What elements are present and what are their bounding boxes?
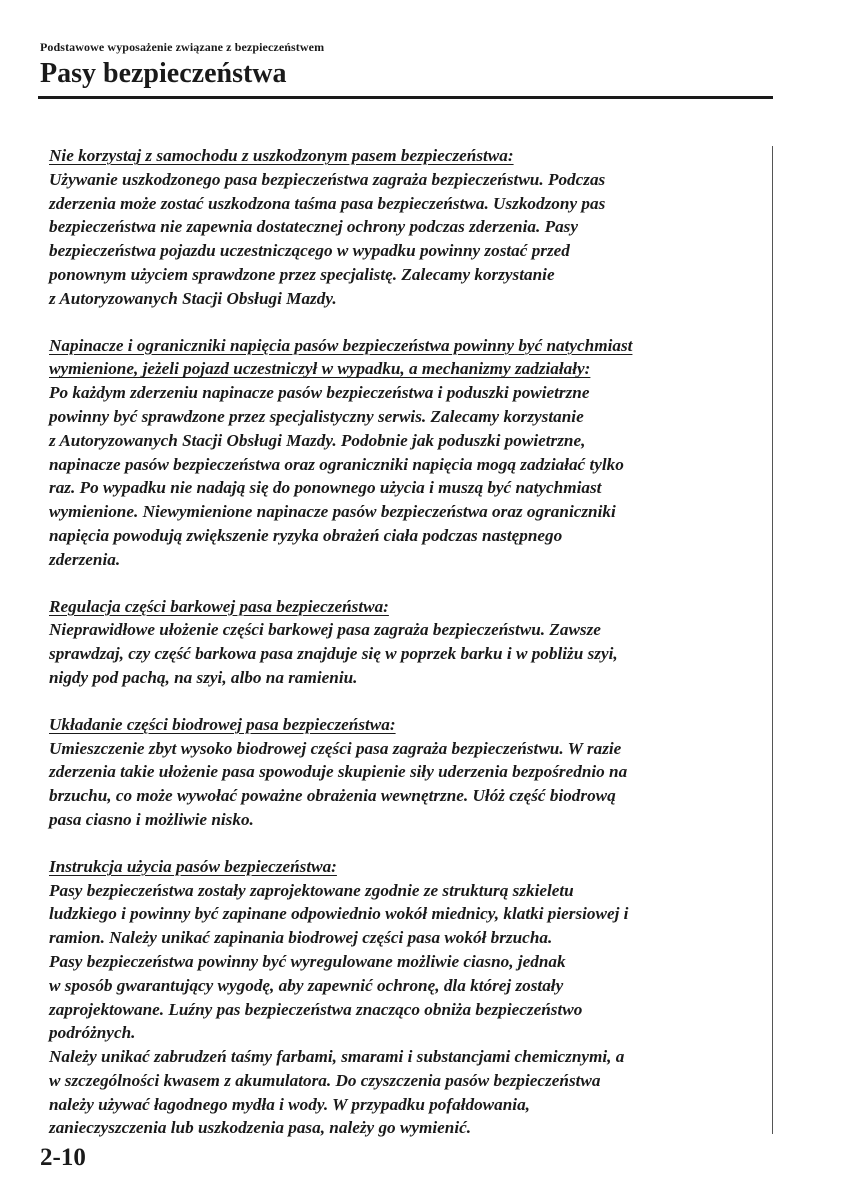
body-text-line: napinacze pasów bezpieczeństwa oraz ograniczniki napięcia mogą zadziałać tylko xyxy=(49,454,624,474)
body-text-line: z Autoryzowanych Stacji Obsługi Mazdy. Podobnie jak poduszki powietrzne, xyxy=(49,430,586,450)
body-text-line: zaprojektowane. Luźny pas bezpieczeństwa znacząco obniża bezpieczeństwo xyxy=(49,999,583,1019)
section-heading: Instrukcja użycia pasów bezpieczeństwa: xyxy=(49,856,337,876)
body-text-line: raz. Po wypadku nie nadają się do ponownego użycia i muszą być natychmiast xyxy=(49,478,602,498)
warning-section xyxy=(49,144,765,311)
body-text-line: napięcia powodują zwiększenie ryzyka obrażeń ciała podczas następnego xyxy=(49,525,563,545)
body-text-line: Używanie uszkodzonego pasa bezpieczeństwa zagraża bezpieczeństwu. Podczas xyxy=(49,169,606,189)
section-heading: Napinacze i ograniczniki napięcia pasów bezpieczeństwa powinny być natychmiast xyxy=(49,335,633,355)
body-text-line: wymienione. Niewymienione napinacze pasów bezpieczeństwa oraz ograniczniki xyxy=(49,502,616,522)
body-text-line: pasa ciasno i możliwie nisko. xyxy=(49,809,254,829)
header-divider xyxy=(38,96,773,99)
section-subtitle: Podstawowe wyposażenie związane z bezpieczeństwem xyxy=(40,40,325,54)
body-text-line: z Autoryzowanych Stacji Obsługi Mazdy. xyxy=(49,288,337,308)
warning-section xyxy=(49,713,765,832)
section-heading: Nie korzystaj z samochodu z uszkodzonym pasem bezpieczeństwa: xyxy=(49,146,514,165)
warning-section xyxy=(49,334,765,572)
body-text-line: ludzkiego i powinny być zapinane odpowiednio wokół miednicy, klatki piersiowej i xyxy=(49,904,629,924)
warning-box-border xyxy=(772,146,773,1134)
body-text-line: ramion. Należy unikać zapinania biodrowej części pasa wokół brzucha. xyxy=(49,928,553,948)
body-text-line: nigdy pod pachą, na szyi, albo na ramieniu. xyxy=(49,667,358,687)
body-text-line: Umieszczenie zbyt wysoko biodrowej części pasa zagraża bezpieczeństwu. W razie xyxy=(49,738,622,758)
body-text-line: Nieprawidłowe ułożenie części barkowej pasa zagraża bezpieczeństwu. Zawsze xyxy=(49,620,601,640)
body-text-line: bezpieczeństwa nie zapewnia dostatecznej ochrony podczas zderzenia. Pasy xyxy=(49,217,578,237)
body-text-line: Po każdym zderzeniu napinacze pasów bezpieczeństwa i poduszki powietrzne xyxy=(49,383,590,403)
warning-section xyxy=(49,595,765,690)
warning-section xyxy=(49,855,765,1141)
section-heading: Regulacja części barkowej pasa bezpieczeństwa: xyxy=(49,596,389,616)
section-heading: Układanie części biodrowej pasa bezpieczeństwa: xyxy=(49,714,396,734)
page-title: Pasy bezpieczeństwa xyxy=(40,58,287,89)
body-text-line: podróżnych. xyxy=(49,1023,136,1043)
body-text-line: powinny być sprawdzone przez specjalistyczny serwis. Zalecamy korzystanie xyxy=(49,406,584,426)
body-text-line: zderzenia może zostać uszkodzona taśma pasa bezpieczeństwa. Uszkodzony pas xyxy=(49,193,606,213)
body-text-line: w szczególności kwasem z akumulatora. Do czyszczenia pasów bezpieczeństwa xyxy=(49,1070,601,1090)
body-text-line: zderzenia takie ułożenie pasa spowoduje skupienie siły uderzenia bezpośrednio na xyxy=(49,762,628,782)
body-text-line: sprawdzaj, czy część barkowa pasa znajduje się w poprzek barku i w pobliżu szyi, xyxy=(49,644,618,664)
page-number: 2-10 xyxy=(40,1144,86,1171)
body-text-line: Pasy bezpieczeństwa powinny być wyregulowane możliwie ciasno, jednak xyxy=(49,951,566,971)
body-text-line: należy używać łagodnego mydła i wody. W przypadku pofałdowania, xyxy=(49,1094,530,1114)
body-text-line: zderzenia. xyxy=(49,549,121,569)
body-text-line: zanieczyszczenia lub uszkodzenia pasa, należy go wymienić. xyxy=(49,1118,472,1138)
body-text-line: Należy unikać zabrudzeń taśmy farbami, smarami i substancjami chemicznymi, a xyxy=(49,1047,625,1067)
body-text-line: bezpieczeństwa pojazdu uczestniczącego w wypadku powinny zostać przed xyxy=(49,241,570,261)
warning-content xyxy=(49,144,765,1163)
body-text-line: Pasy bezpieczeństwa zostały zaprojektowane zgodnie ze strukturą szkieletu xyxy=(49,880,574,900)
body-text-line: w sposób gwarantujący wygodę, aby zapewnić ochronę, dla której zostały xyxy=(49,975,564,995)
body-text-line: ponownym użyciem sprawdzone przez specjalistę. Zalecamy korzystanie xyxy=(49,264,555,284)
section-heading: wymienione, jeżeli pojazd uczestniczył w wypadku, a mechanizmy zadziałały: xyxy=(49,359,591,379)
body-text-line: brzuchu, co może wywołać poważne obrażenia wewnętrzne. Ułóż część biodrową xyxy=(49,786,616,806)
